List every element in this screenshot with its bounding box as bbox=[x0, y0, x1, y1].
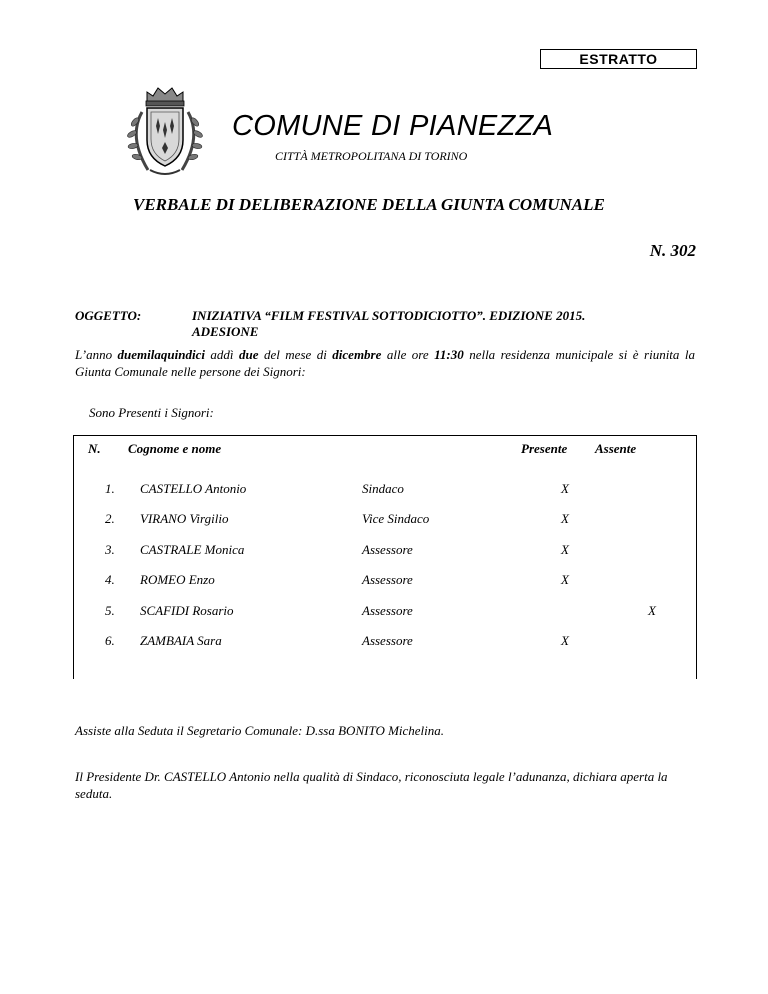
column-header-present: Presente bbox=[521, 441, 568, 456]
subject-label: OGGETTO: bbox=[75, 308, 142, 323]
row-present: X bbox=[561, 633, 569, 648]
intro-text: alle ore bbox=[381, 347, 435, 362]
table-row bbox=[0, 633, 768, 653]
intro-text: del mese di bbox=[258, 347, 333, 362]
secretary-statement: Assiste alla Seduta il Segretario Comunale: D.ssa BONITO Michelina. bbox=[75, 723, 445, 738]
row-number: 3. bbox=[105, 542, 115, 557]
subject-text bbox=[192, 308, 662, 340]
subject-line-1: INIZIATIVA “FILM FESTIVAL SOTTODICIOTTO”. EDIZIONE 2015. bbox=[192, 308, 586, 323]
row-number: 6. bbox=[105, 633, 115, 648]
intro-time: 11:30 bbox=[434, 347, 464, 362]
intro-year: duemilaquindici bbox=[117, 347, 205, 362]
row-name: VIRANO Virgilio bbox=[140, 511, 229, 526]
row-role: Assessore bbox=[362, 542, 413, 557]
intro-day: due bbox=[238, 347, 259, 362]
intro-text: addì bbox=[204, 347, 239, 362]
row-name: ROMEO Enzo bbox=[140, 572, 215, 587]
column-header-absent: Assente bbox=[595, 441, 637, 456]
intro-paragraph bbox=[75, 346, 695, 380]
row-number: 1. bbox=[105, 481, 115, 496]
table-row bbox=[0, 603, 768, 623]
subject-line-2: ADESIONE bbox=[192, 324, 259, 339]
table-row bbox=[0, 511, 768, 531]
coat-of-arms-icon bbox=[120, 82, 210, 182]
row-role: Vice Sindaco bbox=[362, 511, 430, 526]
column-header-name: Cognome e nome bbox=[128, 441, 222, 456]
presence-heading: Sono Presenti i Signori: bbox=[89, 405, 214, 420]
document-number: N. 302 bbox=[649, 241, 696, 260]
president-statement: Il Presidente Dr. CASTELLO Antonio nella qualità di Sindaco, riconosciuta legale l’adunanza, dichiara aperta la seduta. bbox=[75, 769, 668, 801]
province-name: CITTÀ METROPOLITANA DI TORINO bbox=[275, 149, 468, 163]
intro-text: L’anno bbox=[75, 347, 118, 362]
table-row bbox=[0, 542, 768, 562]
row-present: X bbox=[561, 511, 569, 526]
row-number: 4. bbox=[105, 572, 115, 587]
row-present: X bbox=[561, 572, 569, 587]
intro-text: nella residenza municipale si è riunita la Giunta Comunale nelle persone dei Signori: bbox=[75, 347, 695, 379]
row-role: Assessore bbox=[362, 572, 413, 587]
row-present: X bbox=[561, 542, 569, 557]
row-role: Sindaco bbox=[362, 481, 404, 496]
row-role: Assessore bbox=[362, 633, 413, 648]
document-title: VERBALE DI DELIBERAZIONE DELLA GIUNTA COMUNALE bbox=[133, 195, 605, 214]
intro-month: dicembre bbox=[332, 347, 382, 362]
row-name: SCAFIDI Rosario bbox=[140, 603, 234, 618]
municipality-name: COMUNE DI PIANEZZA bbox=[232, 110, 554, 142]
table-row bbox=[0, 572, 768, 592]
row-name: ZAMBAIA Sara bbox=[140, 633, 222, 648]
row-present: X bbox=[561, 481, 569, 496]
row-number: 5. bbox=[105, 603, 115, 618]
table-row bbox=[0, 481, 768, 501]
column-header-number: N. bbox=[88, 441, 101, 456]
row-number: 2. bbox=[105, 511, 115, 526]
row-name: CASTRALE Monica bbox=[140, 542, 245, 557]
row-name: CASTELLO Antonio bbox=[140, 481, 247, 496]
row-absent: X bbox=[648, 603, 656, 618]
row-role: Assessore bbox=[362, 603, 413, 618]
estratto-badge: ESTRATTO bbox=[540, 49, 697, 69]
